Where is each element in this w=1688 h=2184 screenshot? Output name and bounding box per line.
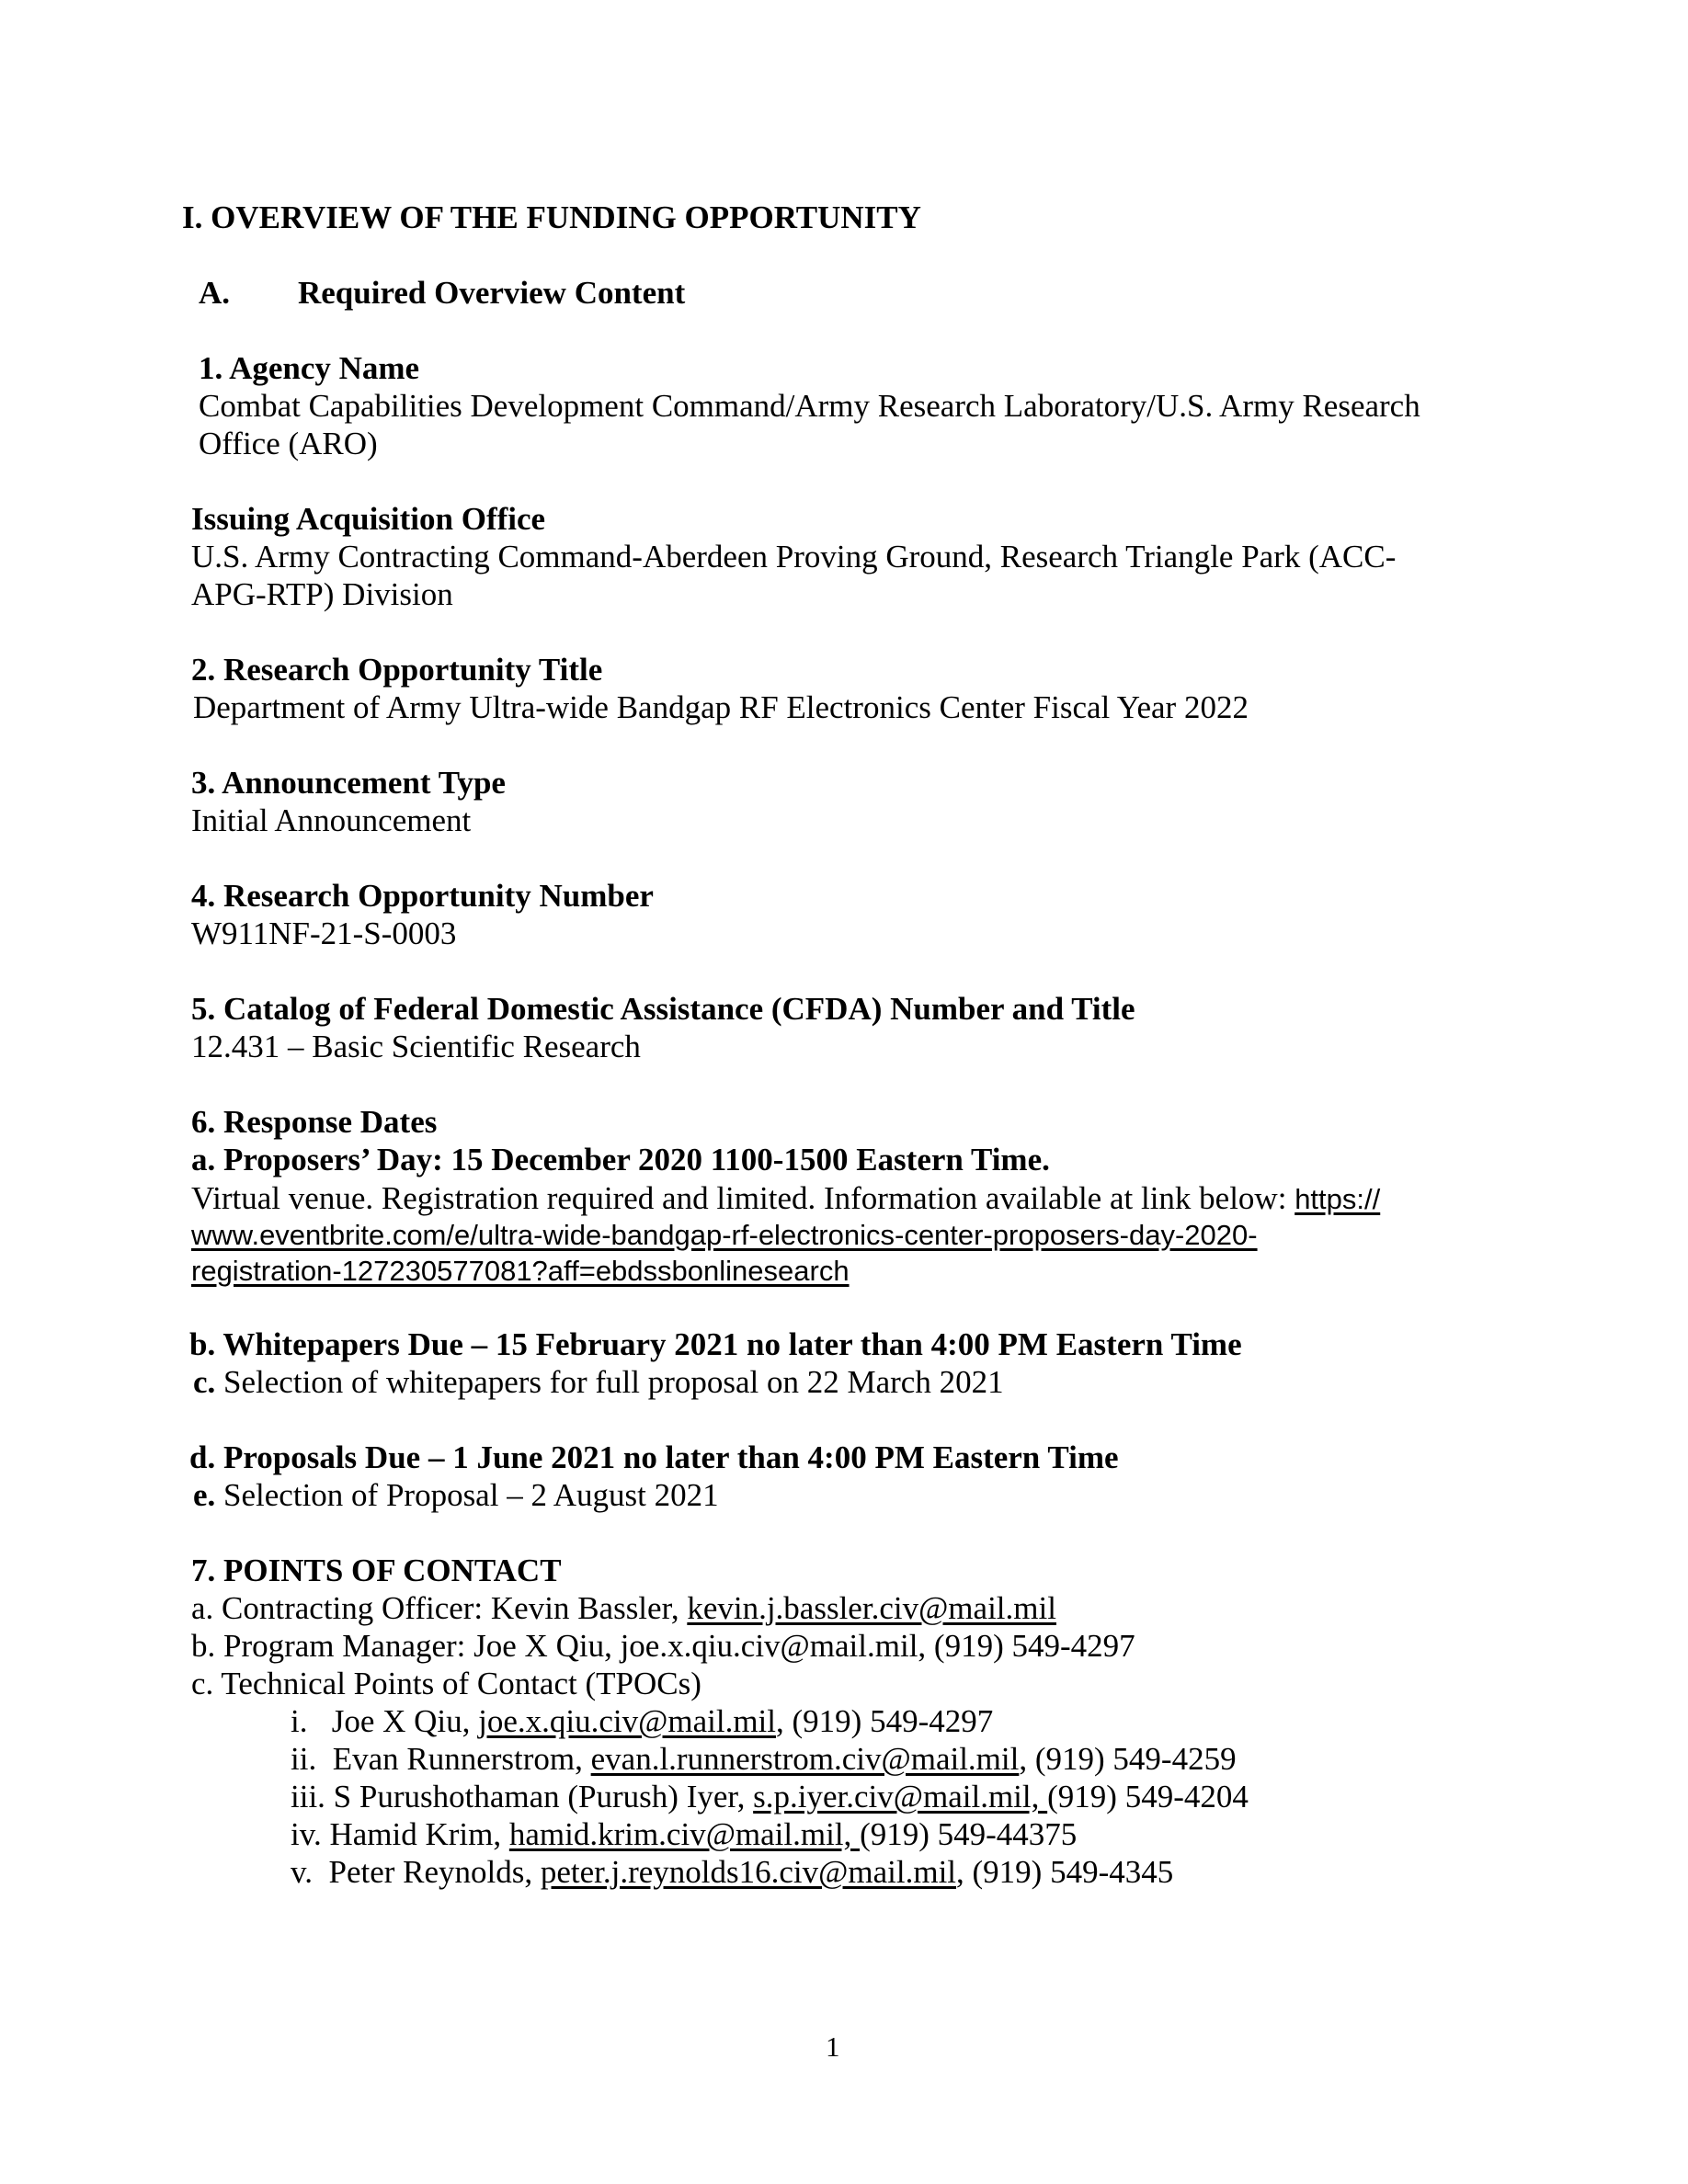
opportunity-number-text: W911NF-21-S-0003	[191, 916, 457, 951]
proposal-selection-line	[193, 1476, 719, 1515]
proposal-selection-text: Selection of Proposal – 2 August 2021	[215, 1477, 719, 1513]
whitepaper-selection-line	[193, 1363, 1004, 1402]
tpoc-email-link[interactable]: evan.l.runnerstrom.civ@mail.mil	[590, 1741, 1020, 1777]
proposal-selection-label: e.	[193, 1477, 216, 1513]
registration-link-part-3[interactable]: registration-127230577081?aff=ebdssbonlinesearch	[191, 1255, 850, 1287]
registration-link-part-2[interactable]: www.eventbrite.com/e/ultra-wide-bandgap-rf-electronics-center-proposers-day-2020-	[191, 1219, 1258, 1251]
tpoc-email-link[interactable]: peter.j.reynolds16.civ@mail.mil	[540, 1854, 957, 1890]
proposals-due-line: d. Proposals Due – 1 June 2021 no later than 4:00 PM Eastern Time	[189, 1439, 1119, 1475]
contracting-officer-line	[191, 1589, 1056, 1628]
contracting-officer-email-link[interactable]: kevin.j.bassler.civ@mail.mil	[687, 1590, 1056, 1626]
cfda-text: 12.431 – Basic Scientific Research	[191, 1029, 641, 1064]
tpoc-item	[291, 1740, 1237, 1779]
issuing-office-line-1: U.S. Army Contracting Command-Aberdeen Proving Ground, Research Triangle Park (ACC-	[191, 539, 1397, 574]
tpoc-name: ii. Evan Runnerstrom,	[291, 1741, 591, 1777]
response-dates-heading: 6. Response Dates	[191, 1104, 438, 1140]
registration-link-line-2[interactable]	[191, 1215, 1258, 1255]
tpoc-email-link[interactable]: joe.x.qiu.civ@mail.mil	[478, 1703, 777, 1739]
cfda-heading: 5. Catalog of Federal Domestic Assistance (CFDA) Number and Title	[191, 991, 1135, 1027]
proposers-day-line: a. Proposers’ Day: 15 December 2020 1100-1500 Eastern Time.	[191, 1142, 1050, 1177]
tpoc-name: iv. Hamid Krim,	[291, 1816, 509, 1852]
tpoc-email-link[interactable]: hamid.krim.civ@mail.mil,	[508, 1816, 861, 1852]
agency-name-line-1: Combat Capabilities Development Command/Army Research Laboratory/U.S. Army Research	[199, 388, 1420, 424]
tpoc-phone: (919) 549-4204	[1047, 1779, 1249, 1814]
registration-link-line-3[interactable]	[191, 1251, 850, 1291]
agency-name-title: 1. Agency Name	[199, 350, 420, 386]
subsection-title: Required Overview Content	[298, 275, 686, 311]
opportunity-title-heading: 2. Research Opportunity Title	[191, 652, 603, 688]
tpoc-name: i. Joe X Qiu,	[291, 1703, 479, 1739]
issuing-office-title: Issuing Acquisition Office	[191, 501, 546, 537]
tpoc-item	[291, 1702, 993, 1741]
whitepapers-due-line: b. Whitepapers Due – 15 February 2021 no later than 4:00 PM Eastern Time	[189, 1326, 1242, 1362]
page-number: 1	[826, 2030, 840, 2063]
proposers-day-info	[191, 1179, 1380, 1219]
tpoc-item	[291, 1853, 1173, 1892]
tpoc-item	[291, 1778, 1249, 1816]
tpoc-phone: (919) 549-44375	[860, 1816, 1078, 1852]
agency-name-line-2: Office (ARO)	[199, 426, 378, 461]
issuing-office-line-2: APG-RTP) Division	[191, 576, 453, 612]
tpoc-name: v. Peter Reynolds,	[291, 1854, 541, 1890]
tpoc-email-link[interactable]: s.p.iyer.civ@mail.mil,	[753, 1779, 1048, 1814]
tpoc-heading-line: c. Technical Points of Contact (TPOCs)	[191, 1666, 701, 1701]
proposers-day-info-text: Virtual venue. Registration required and limited. Information available at link below:	[191, 1180, 1295, 1216]
tpoc-phone: , (919) 549-4297	[776, 1703, 994, 1739]
tpoc-item	[291, 1815, 1077, 1854]
tpoc-name: iii. S Purushothaman (Purush) Iyer,	[291, 1779, 754, 1814]
opportunity-number-heading: 4. Research Opportunity Number	[191, 878, 654, 914]
points-of-contact-heading: 7. POINTS OF CONTACT	[191, 1553, 562, 1588]
section-heading: I. OVERVIEW OF THE FUNDING OPPORTUNITY	[182, 199, 921, 235]
whitepaper-selection-label: c.	[193, 1364, 216, 1400]
tpoc-phone: , (919) 549-4259	[1019, 1741, 1237, 1777]
opportunity-title-text: Department of Army Ultra-wide Bandgap RF Electronics Center Fiscal Year 2022	[193, 689, 1249, 725]
program-manager-line: b. Program Manager: Joe X Qiu, joe.x.qiu.civ@mail.mil, (919) 549-4297	[191, 1628, 1135, 1664]
contracting-officer-prefix: a. Contracting Officer: Kevin Bassler,	[191, 1590, 688, 1626]
registration-link-part-1[interactable]: https://	[1295, 1183, 1381, 1215]
subsection-letter: A.	[199, 275, 231, 311]
announcement-type-heading: 3. Announcement Type	[191, 765, 506, 801]
whitepaper-selection-text: Selection of whitepapers for full proposal on 22 March 2021	[215, 1364, 1004, 1400]
announcement-type-text: Initial Announcement	[191, 802, 472, 838]
tpoc-phone: , (919) 549-4345	[956, 1854, 1174, 1890]
